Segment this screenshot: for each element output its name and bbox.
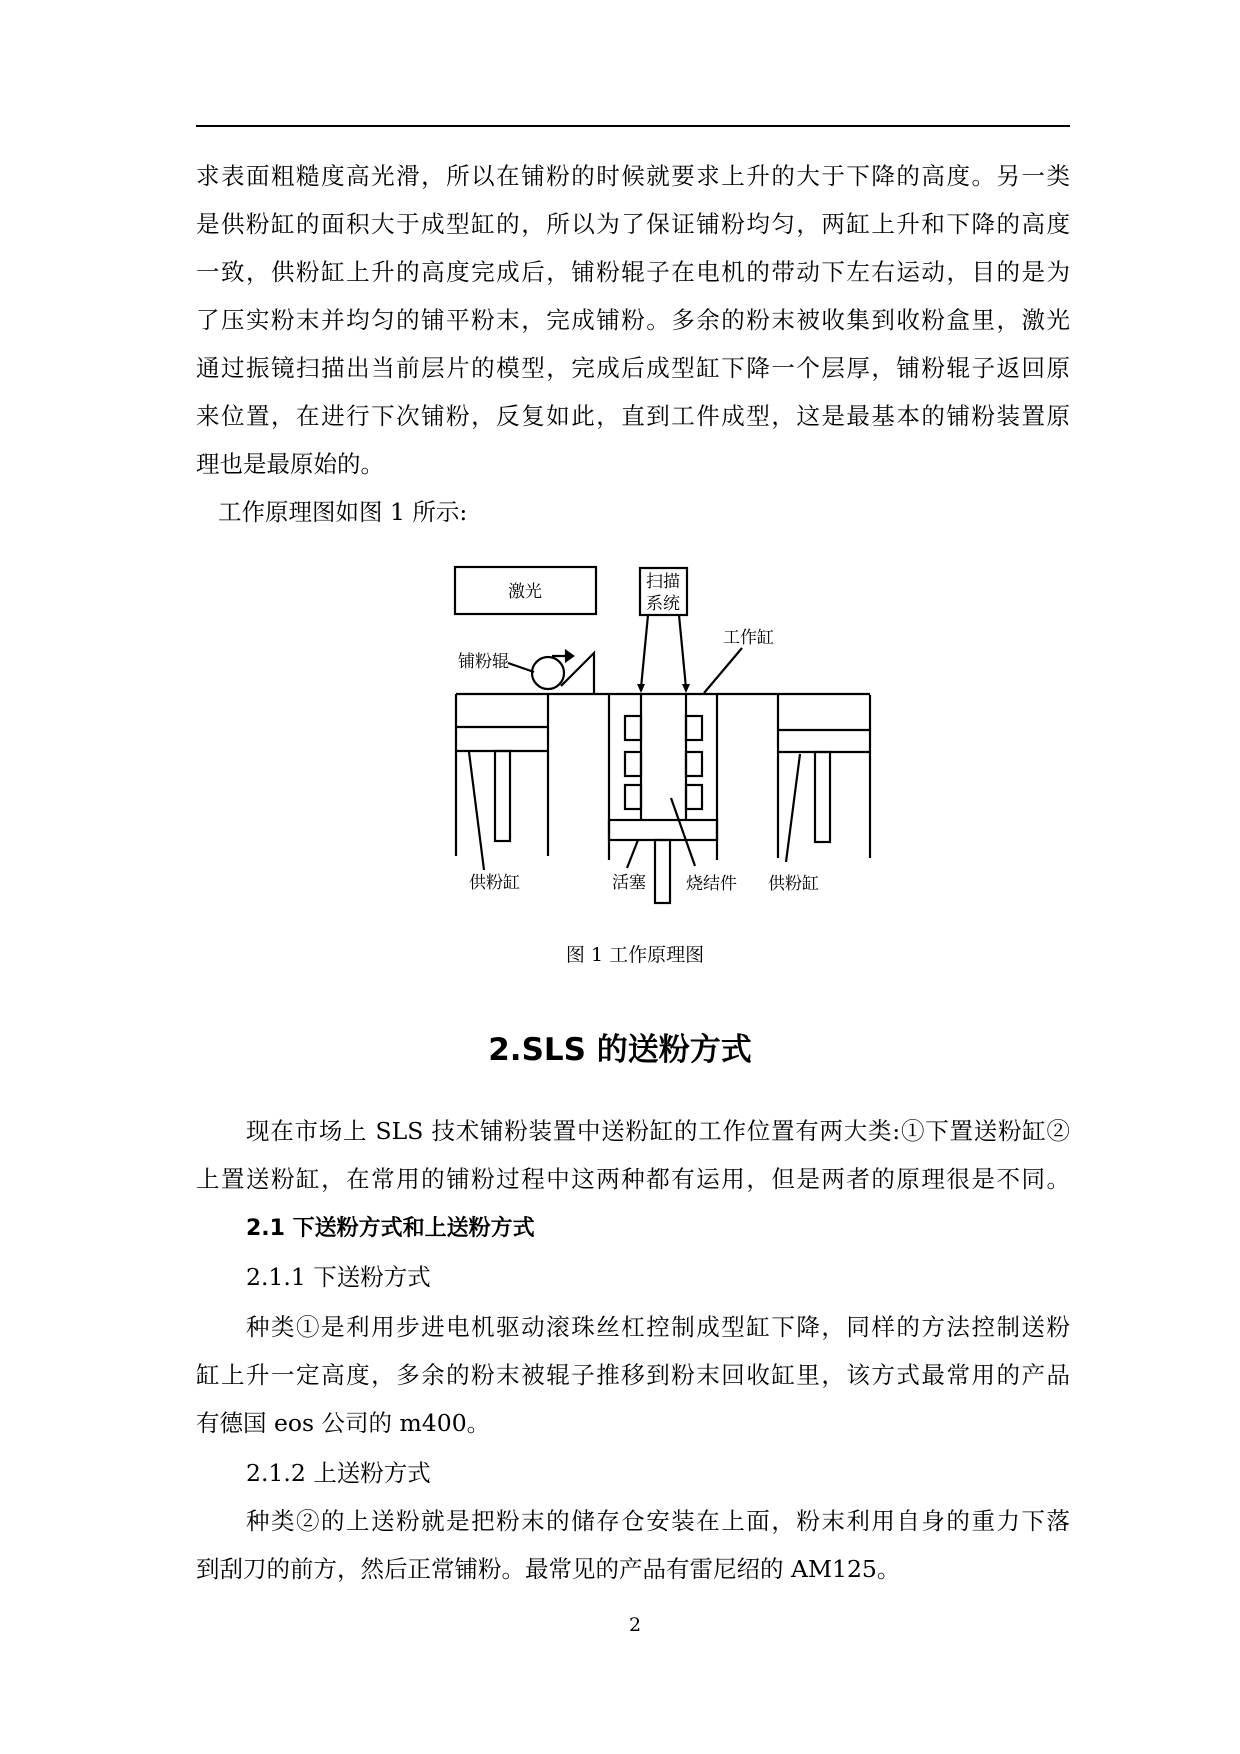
paragraph-line: 是供粉缸的面积大于成型缸的，所以为了保证铺粉均匀，两缸上升和下降的高度: [196, 210, 1070, 238]
paragraph-line: 到刮刀的前方，然后正常铺粉。最常见的产品有雷尼绍的 AM125。: [196, 1555, 901, 1583]
label-sintered-part: 烧结件: [686, 874, 737, 894]
label-roller: 铺粉辊: [458, 652, 509, 672]
label-supply-left: 供粉缸: [469, 873, 520, 893]
paragraph-line: 种类①是利用步进电机驱动滚珠丝杠控制成型缸下降，同样的方法控制送粉: [246, 1313, 1070, 1341]
label-scan-line2: 系统: [646, 594, 680, 614]
label-work-cylinder: 工作缸: [723, 628, 774, 648]
section-title: 2.SLS 的送粉方式: [488, 1032, 752, 1068]
paragraph-line: 上置送粉缸，在常用的铺粉过程中这两种都有运用，但是两者的原理很是不同。: [196, 1165, 1070, 1193]
figure-caption: 图 1 工作原理图: [565, 944, 705, 966]
figure-intro: 工作原理图如图 1 所示:: [218, 498, 468, 526]
subsubsection-heading: 2.1.1 下送粉方式: [246, 1263, 431, 1291]
paragraph-line: 了压实粉末并均匀的铺平粉末，完成铺粉。多余的粉末被收集到收粉盒里，激光: [196, 306, 1070, 334]
roller: [532, 657, 564, 689]
subsection-heading: 2.1 下送粉方式和上送粉方式: [246, 1216, 535, 1241]
paragraph-line: 来位置，在进行下次铺粉，反复如此，直到工件成型，这是最基本的铺粉装置原: [196, 402, 1070, 430]
paragraph-line: 现在市场上 SLS 技术铺粉装置中送粉缸的工作位置有两大类:①下置送粉缸②: [246, 1117, 1070, 1145]
paragraph-line: 缸上升一定高度，多余的粉末被辊子推移到粉末回收缸里，该方式最常用的产品: [196, 1361, 1070, 1389]
subsubsection-heading: 2.1.2 上送粉方式: [246, 1459, 431, 1487]
label-piston: 活塞: [612, 873, 646, 893]
paragraph-line: 种类②的上送粉就是把粉末的储存仓安装在上面，粉末利用自身的重力下落: [246, 1507, 1070, 1535]
label-supply-right: 供粉缸: [768, 874, 819, 894]
label-scan-line1: 扫描: [646, 572, 680, 592]
paragraph-line: 理也是最原始的。: [196, 450, 384, 478]
paragraph-line: 通过振镜扫描出当前层片的模型，完成后成型缸下降一个层厚，铺粉辊子返回原: [196, 354, 1070, 382]
label-laser: 激光: [508, 582, 542, 602]
page-number: 2: [628, 1614, 642, 1636]
paragraph-line: 求表面粗糙度高光滑，所以在铺粉的时候就要求上升的大于下降的高度。另一类: [196, 162, 1070, 190]
paragraph-line: 有德国 eos 公司的 m400。: [196, 1409, 491, 1437]
paragraph-line: 一致，供粉缸上升的高度完成后，铺粉辊子在电机的带动下左右运动，目的是为: [196, 258, 1070, 286]
